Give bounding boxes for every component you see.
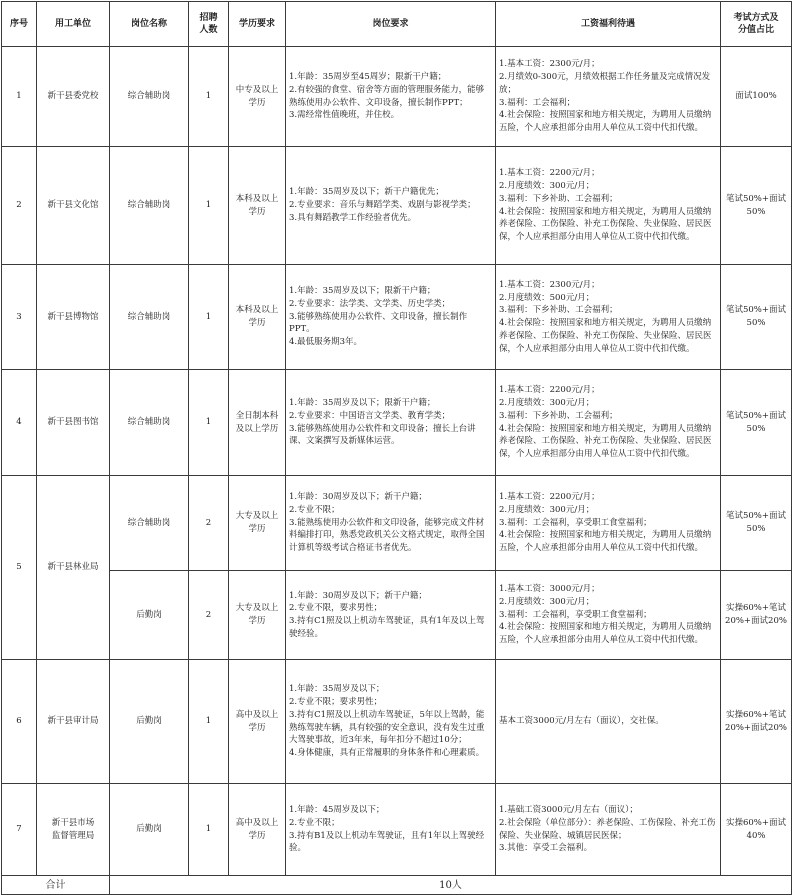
cell-requirements: 1.年龄：35周岁及以下；新干户籍优先； 2.专业要求：音乐与舞蹈学类、戏剧与影视学类； 3.具有舞蹈教学工作经验者优先。 [286,147,496,265]
table-row [2,370,792,476]
cell-unit: 新干县委党校 [37,47,110,147]
total-label: 合计 [2,876,110,895]
cell-exam: 实操60%+面试 40% [721,784,792,876]
cell-count: 1 [189,784,229,876]
cell-requirements: 1.年龄：35周岁至45周岁；限新干户籍； 2.有较强的食堂、宿舍等方面的管理服务能力，能够熟练使用办公软件、文印设备，擅长制作PPT； 3.需经常性值晚班，并住校。 [286,47,496,147]
header-unit: 用工单位 [37,2,110,47]
total-value: 10人 [110,876,792,895]
cell-salary: 基本工资3000元/月左右（面议），交社保。 [496,660,721,784]
cell-count: 1 [189,370,229,476]
table-row [2,476,792,571]
cell-count: 2 [189,571,229,660]
cell-education: 全日制本科 及以上学历 [229,370,286,476]
cell-exam: 笔试50%+面试 50% [721,370,792,476]
cell-education: 高中及以上 学历 [229,784,286,876]
cell-exam: 面试100% [721,47,792,147]
cell-exam: 实操60%+笔试 20%+面试20% [721,571,792,660]
cell-position: 后勤岗 [110,784,189,876]
cell-seq: 2 [2,147,37,265]
cell-position: 综合辅助岗 [110,47,189,147]
cell-salary: 1.基本工资：2300元/月； 2.月绩效0-300元，月绩效根据工作任务量及完成情况发放； 3.福利：工会福利； 4.社会保险：按照国家和地方相关规定，为聘用人员缴纳五险，个人应承担部分由用人单位从工资中代扣代缴。 [496,47,721,147]
total-row [2,876,792,895]
cell-salary: 1.基本工资：3000元/月； 2.月度绩效：300元/月； 3.福利：工会福利，享受职工食堂福利； 4.社会保险：按照国家和地方相关规定，为聘用人员缴纳五险，个人应承担部分由用人单位从工资中代扣代缴。 [496,571,721,660]
cell-exam: 笔试50%+面试 50% [721,147,792,265]
cell-unit: 新干县市场 监督管理局 [37,784,110,876]
table-row [2,784,792,876]
cell-seq: 7 [2,784,37,876]
table-row [2,47,792,147]
cell-unit: 新干县博物馆 [37,265,110,370]
cell-unit: 新干县林业局 [37,476,110,660]
recruitment-table [1,1,792,895]
table-row [2,571,792,660]
cell-exam: 实操60%+笔试 20%+面试20% [721,660,792,784]
cell-education: 本科及以上 学历 [229,265,286,370]
cell-seq: 1 [2,47,37,147]
cell-count: 1 [189,660,229,784]
cell-count: 1 [189,265,229,370]
header-position: 岗位名称 [110,2,189,47]
cell-requirements: 1.年龄：45周岁及以下； 2.专业不限； 3.持有B1及以上机动车驾驶证，且有1年以上驾驶经验。 [286,784,496,876]
cell-salary: 1.基本工资：2300元/月； 2.月度绩效：500元/月； 3.福利：下乡补助、工会福利； 4.社会保险：按照国家和地方相关规定，为聘用人员缴纳养老保险、工伤保险、补充工伤保险、失业保险、居民医保，个人应承担部分由用人单位从工资中代扣代缴。 [496,265,721,370]
table-row [2,147,792,265]
table-row [2,265,792,370]
cell-requirements: 1.年龄：30周岁及以下；新干户籍； 2.专业不限，要求男性； 3.持有C1照及以上机动车驾驶证，具有1年及以上驾驶经验。 [286,571,496,660]
cell-education: 大专及以上 学历 [229,476,286,571]
cell-education: 大专及以上 学历 [229,571,286,660]
header-requirements: 岗位要求 [286,2,496,47]
table-row [2,660,792,784]
cell-seq: 5 [2,476,37,660]
header-education: 学历要求 [229,2,286,47]
header-row [2,2,792,47]
header-seq: 序号 [2,2,37,47]
cell-position: 后勤岗 [110,571,189,660]
cell-seq: 4 [2,370,37,476]
cell-education: 高中及以上 学历 [229,660,286,784]
cell-requirements: 1.年龄：35周岁及以下； 2.专业不限；要求男性； 3.持有C1照及以上机动车驾驶证，5年以上驾龄，能熟练驾驶车辆，具有较强的安全意识，没有发生过重大驾驶事故，近3年来，每年扣分不超过10分； 4.身体健康，具有正常履职的身体条件和心理素质。 [286,660,496,784]
cell-salary: 1.基本工资：2200元/月； 2.月度绩效：300元/月； 3.福利：工会福利，享受职工食堂福利； 4.社会保险：按照国家和地方相关规定，为聘用人员缴纳五险，个人应承担部分由用人单位从工资中代扣代缴。 [496,476,721,571]
cell-unit: 新干县审计局 [37,660,110,784]
cell-education: 中专及以上 学历 [229,47,286,147]
cell-count: 1 [189,47,229,147]
header-salary: 工资福利待遇 [496,2,721,47]
cell-count: 1 [189,147,229,265]
cell-education: 本科及以上 学历 [229,147,286,265]
cell-count: 2 [189,476,229,571]
cell-position: 综合辅助岗 [110,265,189,370]
cell-unit: 新干县图书馆 [37,370,110,476]
cell-salary: 1.基本工资：2200元/月； 2.月度绩效：300元/月； 3.福利：下乡补助、工会福利； 4.社会保险：按照国家和地方相关规定，为聘用人员缴纳养老保险、工伤保险、补充工伤保险、失业保险、居民医保，个人应承担部分由用人单位从工资中代扣代缴。 [496,147,721,265]
cell-salary: 1.基本工资：2200元/月； 2.月度绩效：300元/月； 3.福利：下乡补助、工会福利； 4.社会保险：按照国家和地方相关规定，为聘用人员缴纳养老保险、工伤保险、补充工伤保险、失业保险、居民医保，个人应承担部分由用人单位从工资中代扣代缴。 [496,370,721,476]
header-exam: 考试方式及 分值占比 [721,2,792,47]
cell-position: 综合辅助岗 [110,476,189,571]
cell-requirements: 1.年龄：30周岁及以下；新干户籍； 2.专业不限； 3.能熟练使用办公软件和文印设备，能够完成文件材料编排打印，熟悉党政机关公文格式规定，取得全国计算机等级考试合格证书者优先。 [286,476,496,571]
cell-seq: 6 [2,660,37,784]
cell-exam: 笔试50%+面试 50% [721,265,792,370]
cell-position: 综合辅助岗 [110,370,189,476]
cell-seq: 3 [2,265,37,370]
cell-position: 综合辅助岗 [110,147,189,265]
cell-unit: 新干县文化馆 [37,147,110,265]
cell-requirements: 1.年龄：35周岁及以下；限新干户籍； 2.专业要求：法学类、文学类、历史学类； 3.能够熟练使用办公软件、文印设备，擅长制作PPT。 4.最低服务期3年。 [286,265,496,370]
cell-exam: 笔试50%+面试 50% [721,476,792,571]
cell-salary: 1.基础工资3000元/月左右（面议）； 2.社会保险（单位部分）：养老保险、工伤保险、补充工伤保险、失业保险、城镇居民医保； 3.其他：享受工会福利。 [496,784,721,876]
cell-position: 后勤岗 [110,660,189,784]
header-count: 招聘 人数 [189,2,229,47]
cell-requirements: 1.年龄：35周岁及以下；限新干户籍； 2.专业要求：中国语言文学类、教育学类； 3.能够熟练使用办公软件和文印设备；擅长上台讲课、文案撰写及新媒体运营。 [286,370,496,476]
